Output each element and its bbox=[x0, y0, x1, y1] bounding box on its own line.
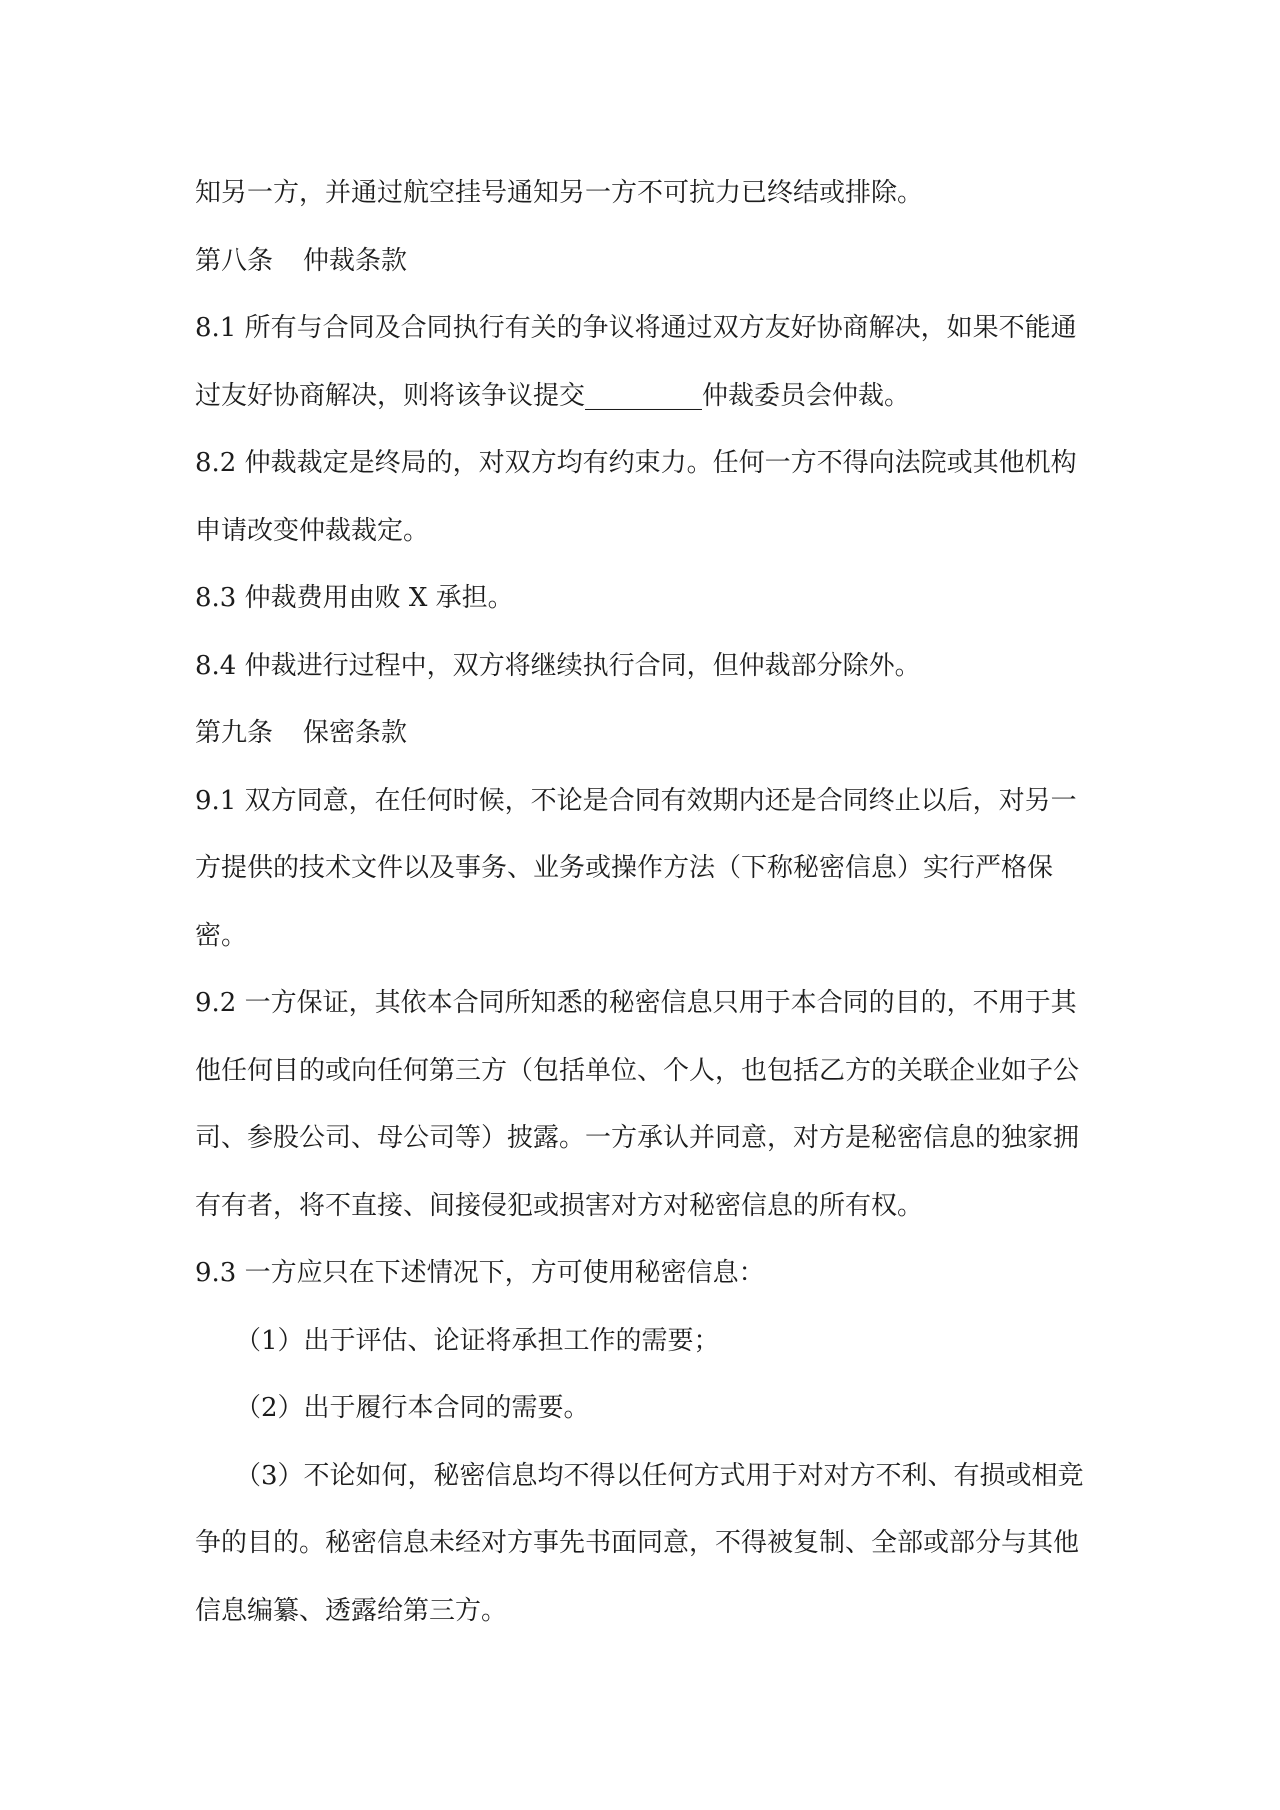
clause-8-2: 8.2 仲裁裁定是终局的，对双方均有约束力。任何一方不得向法院或其他机构申请改变仲裁裁定。 bbox=[195, 448, 1077, 546]
clause-9-3: 9.3 一方应只在下述情况下，方可使用秘密信息： bbox=[195, 1258, 765, 1288]
article-9-title bbox=[195, 700, 1095, 768]
article-9-number: 第九条 bbox=[195, 718, 274, 748]
clause-9-1: 9.1 双方同意，在任何时候，不论是合同有效期内还是合同终止以后，对另一方提供的技术文件以及事务、业务或操作方法（下称秘密信息）实行严格保密。 bbox=[195, 785, 1077, 951]
clause-9-3-item-2: （2）出于履行本合同的需要。 bbox=[235, 1393, 590, 1423]
article-8-heading: 仲裁条款 bbox=[303, 245, 408, 276]
clause-9-3-item-1: （1）出于评估、论证将承担工作的需要； bbox=[235, 1325, 720, 1356]
article-9-heading: 保密条款 bbox=[303, 718, 408, 748]
clause-9-2: 9.2 一方保证，其依本合同所知悉的秘密信息只用于本合同的目的，不用于其他任何目的或向任何第三方（包括单位、个人，也包括乙方的关联企业如子公司、参股公司、母公司等）披露。一方承认并同意，对方是秘密信息的独家拥有有者，将不直接、间接侵犯或损害对方对秘密信息的所有权。 bbox=[195, 988, 1080, 1221]
article-8-number: 第八条 bbox=[195, 245, 274, 276]
clause-8-3: 8.3 仲裁费用由败 X 承担。 bbox=[195, 583, 514, 613]
article-8-title bbox=[195, 228, 1095, 296]
clause-9-3-item-3: （3）不论如何，秘密信息均不得以任何方式用于对对方不利、有损或相竞争的目的。秘密信息未经对方事先书面同意，不得被复制、全部或部分与其他信息编纂、透露给第三方。 bbox=[195, 1460, 1084, 1626]
document-body bbox=[195, 160, 1095, 1645]
paragraph-force-majeure-continued: 知另一方，并通过航空挂号通知另一方不可抗力已终结或排除。 bbox=[195, 178, 924, 208]
clause-8-1: 8.1 所有与合同及合同执行有关的争议将通过双方友好协商解决，如果不能通过友好协商解决，则将该争议提交_________仲裁委员会仲裁。 bbox=[195, 313, 1077, 411]
clause-8-4: 8.4 仲裁进行过程中，双方将继续执行合同，但仲裁部分除外。 bbox=[195, 650, 921, 681]
